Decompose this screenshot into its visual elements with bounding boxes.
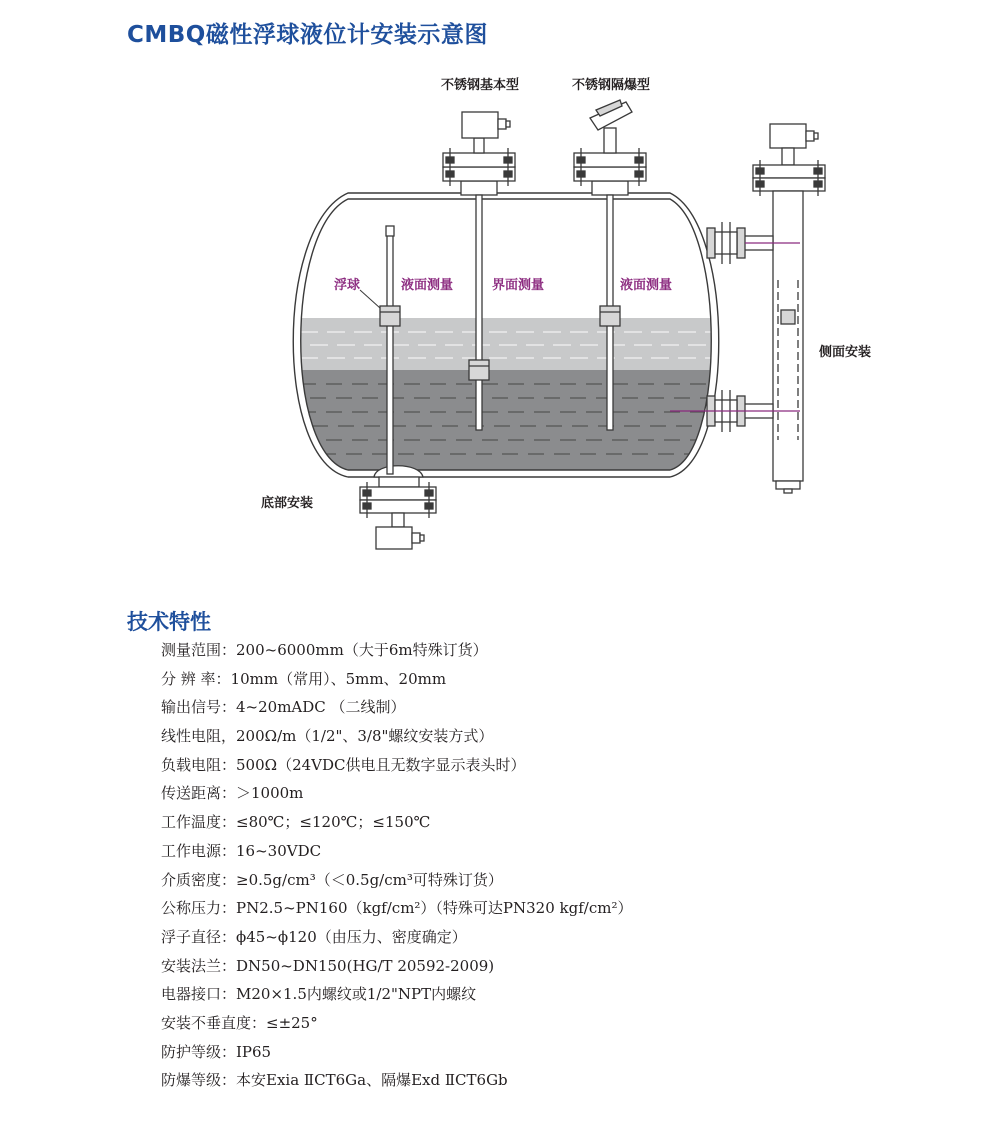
label-side-install: 侧面安装 bbox=[819, 345, 872, 360]
liquid-layers bbox=[280, 318, 730, 480]
spec-item-working-temperature: 工作温度：≤80℃；≤120℃；≤150℃ bbox=[161, 813, 431, 832]
spec-item-float-diameter: 浮子直径：ϕ45~ϕ120（由压力、密度确定） bbox=[161, 927, 467, 946]
spec-item-explosion-grade: 防爆等级：本安Exia ⅡCT6Ga、隔爆Exd ⅡCT6Gb bbox=[161, 1071, 508, 1090]
spec-item-power-supply: 工作电源：16~30VDC bbox=[161, 841, 322, 860]
label-liquid-measure-1: 液面测量 bbox=[401, 278, 454, 293]
label-bottom-install: 底部安装 bbox=[261, 496, 314, 511]
spec-item-resolution: 分 辨 率：10mm（常用）、5mm、20mm bbox=[161, 669, 447, 688]
spec-item-nominal-pressure: 公称压力：PN2.5~PN160（kgf/cm²）（特殊可达PN320 kgf/cm²） bbox=[161, 899, 633, 918]
label-stainless-basic: 不锈钢基本型 bbox=[441, 78, 520, 93]
spec-item-protection-grade: 防护等级：IP65 bbox=[161, 1042, 272, 1061]
spec-item-verticality: 安装不垂直度：≤±25° bbox=[161, 1013, 318, 1032]
label-interface-measure: 界面测量 bbox=[492, 278, 545, 293]
spec-item-range: 测量范围：200~6000mm（大于6m特殊订货） bbox=[161, 641, 488, 659]
spec-item-linear-resistance: 线性电阻，200Ω/m（1/2"、3/8"螺纹安装方式） bbox=[161, 727, 494, 746]
section-title-tech-specs: 技术特性 bbox=[127, 610, 211, 634]
label-float: 浮球 bbox=[334, 278, 361, 293]
spec-item-load-resistance: 负载电阻：500Ω（24VDC供电且无数字显示表头时） bbox=[161, 755, 526, 774]
float-leader-line bbox=[360, 290, 380, 308]
label-stainless-explosion-proof: 不锈钢隔爆型 bbox=[572, 78, 651, 93]
light-liquid-layer bbox=[280, 318, 730, 370]
spec-item-electrical-interface: 电器接口：M20×1.5内螺纹或1/2"NPT内螺纹 bbox=[161, 985, 477, 1004]
spec-list bbox=[161, 636, 632, 1095]
spec-item-output-signal: 输出信号：4~20mADC （二线制） bbox=[161, 698, 406, 717]
spec-item-medium-density: 介质密度：≥0.5g/cm³（＜0.5g/cm³可特殊订货） bbox=[161, 870, 503, 889]
dark-liquid-layer bbox=[280, 370, 730, 480]
page-title: CMBQ磁性浮球液位计安装示意图 bbox=[127, 22, 488, 48]
spec-item-transmission-distance: 传送距离：＞1000m bbox=[161, 784, 304, 803]
label-liquid-measure-2: 液面测量 bbox=[620, 278, 673, 293]
spec-item-flange: 安装法兰：DN50~DN150(HG/T 20592-2009) bbox=[161, 956, 495, 975]
